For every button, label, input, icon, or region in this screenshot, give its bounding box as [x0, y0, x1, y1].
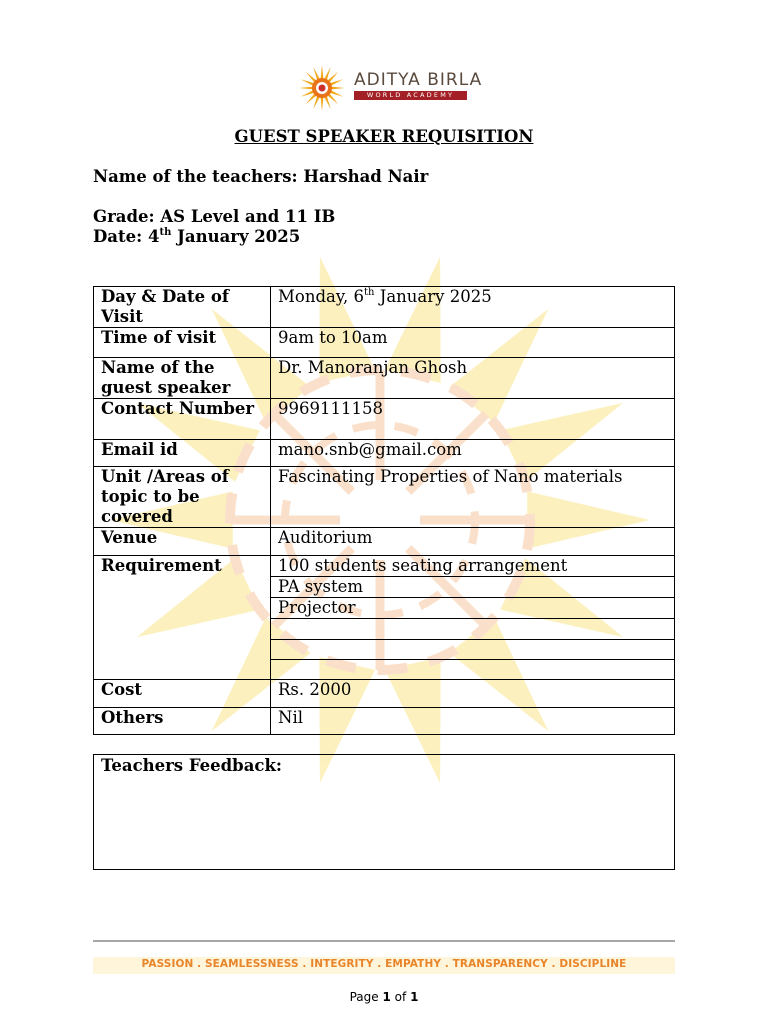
time-label: Time of visit — [94, 328, 271, 358]
sun-ray — [313, 67, 320, 81]
table-row — [94, 467, 675, 528]
sun-ray — [321, 65, 324, 79]
venue-value: Auditorium — [271, 528, 675, 556]
sun-ray — [321, 97, 324, 111]
visit-value: Monday, 6th January 2025 — [271, 287, 675, 328]
sun-ray — [324, 96, 331, 110]
table-row — [94, 528, 675, 556]
table-row — [94, 556, 675, 577]
topic-value: Fascinating Properties of Nano materials — [271, 467, 675, 528]
requirement-label: Requirement — [94, 556, 271, 680]
requirement-item — [271, 660, 675, 680]
sun-ray — [301, 90, 315, 97]
sun-ray — [299, 87, 313, 90]
requirement-item — [271, 640, 675, 660]
school-logo — [298, 64, 483, 114]
page-number: Page 1 of 1 — [349, 990, 419, 1004]
visit-label: Day & Date of Visit — [94, 287, 271, 328]
sun-ray — [324, 67, 331, 81]
sun-emblem-icon — [298, 64, 346, 112]
speaker-label: Name of the guest speaker — [94, 358, 271, 399]
others-value: Nil — [271, 708, 675, 735]
date-line: Date: 4th January 2025 — [93, 227, 301, 246]
sun-ray — [301, 79, 315, 86]
feedback-box — [93, 754, 675, 870]
feedback-label: Teachers Feedback: — [101, 756, 282, 775]
venue-label: Venue — [94, 528, 271, 556]
grade-line: Grade: AS Level and 11 IB — [93, 207, 336, 226]
document-title: GUEST SPEAKER REQUISITION — [234, 127, 534, 146]
table-row — [94, 440, 675, 467]
email-value: mano.snb@gmail.com — [271, 440, 675, 467]
sun-ray — [331, 87, 345, 90]
footer-values: PASSION . SEAMLESSNESS . INTEGRITY . EMPATHY . TRANSPARENCY . DISCIPLINE — [141, 958, 627, 970]
time-value: 9am to 10am — [271, 328, 675, 358]
table-row — [94, 708, 675, 735]
sun-ray — [330, 90, 344, 97]
table-row — [94, 358, 675, 399]
requirement-item — [271, 619, 675, 640]
logo-subtitle: WORLD ACADEMY — [354, 91, 467, 100]
contact-value: 9969111158 — [271, 399, 675, 440]
others-label: Others — [94, 708, 271, 735]
logo-name: ADITYA BIRLA — [354, 70, 483, 90]
speaker-value: Dr. Manoranjan Ghosh — [271, 358, 675, 399]
requirement-item: 100 students seating arrangement — [271, 556, 675, 577]
footer-divider — [93, 940, 675, 942]
table-row — [94, 680, 675, 708]
table-row — [94, 399, 675, 440]
topic-label: Unit /Areas of topic to be covered — [94, 467, 271, 528]
sun-ray — [330, 79, 344, 86]
cost-label: Cost — [94, 680, 271, 708]
table-row — [94, 287, 675, 328]
requirement-item: Projector — [271, 598, 675, 619]
requisition-table — [93, 286, 675, 735]
contact-label: Contact Number — [94, 399, 271, 440]
table-row — [94, 328, 675, 358]
teacher-line: Name of the teachers: Harshad Nair — [93, 167, 429, 186]
requirement-item: PA system — [271, 577, 675, 598]
sun-ray — [313, 96, 320, 110]
email-label: Email id — [94, 440, 271, 467]
cost-value: Rs. 2000 — [271, 680, 675, 708]
